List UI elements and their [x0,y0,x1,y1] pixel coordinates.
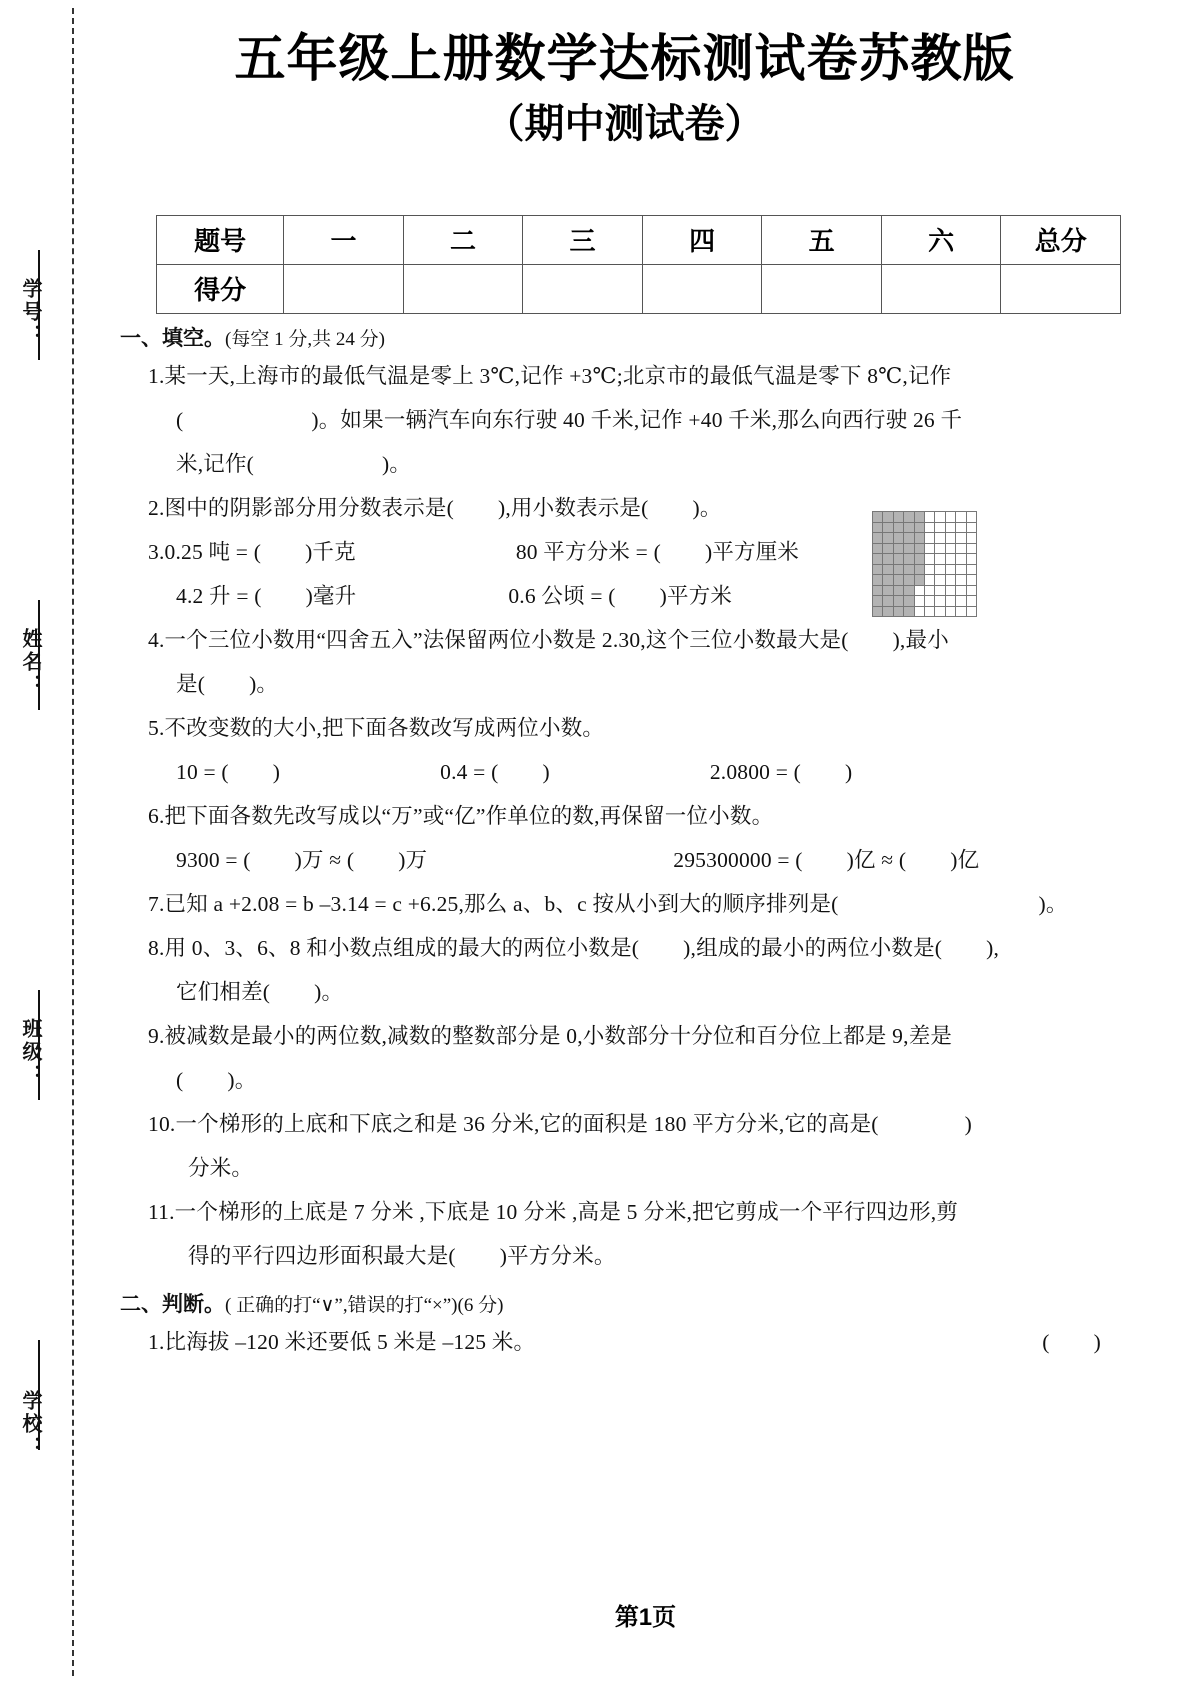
question-11-line-1 [148,1190,1131,1234]
question-6-right-a: 295300000 = ( [673,847,803,872]
paren-close: ) [1093,1329,1101,1354]
grid-cell-shaded [893,533,903,544]
seal-margin [0,0,100,1684]
grid-cell-empty [945,554,955,565]
grid-cell-shaded [914,543,924,554]
grid-cell-empty [924,522,934,533]
question-1-text-3[interactable]: 米,记作( [176,451,255,476]
grid-cell-shaded [883,585,893,596]
grid-cell-shaded [883,606,893,617]
grid-cell-shaded [904,522,914,533]
grid-row [873,554,977,565]
grid-cell-empty [914,596,924,607]
question-6-items [148,838,1131,882]
question-4-text-d: )。 [249,671,279,696]
section-heading-true-false [120,1288,1131,1318]
grid-cell-empty [914,606,924,617]
question-5-text: 5.不改变数的大小,把下面各数改写成两位小数。 [148,715,605,740]
grid-cell-shaded [914,522,924,533]
grid-cell-shaded [873,522,883,533]
question-10-text-c: 分米。 [188,1155,254,1180]
section-1-note: (每空 1 分,共 24 分) [225,328,385,350]
section2-question-1 [148,1320,1131,1364]
section2-question-1-answer-box[interactable] [1042,1320,1101,1364]
grid-cell-empty [935,512,945,523]
grid-row [873,522,977,533]
grid-cell-shaded [914,554,924,565]
question-3-left-a: 3.0.25 吨 = ( [148,539,262,564]
grid-cell-empty [956,585,966,596]
grid-row [873,575,977,586]
grid-cell-empty [924,606,934,617]
grid-cell-shaded [893,564,903,575]
grid-cell-empty [966,585,976,596]
grid-cell-shaded [904,596,914,607]
question-5-title [148,706,1131,750]
question-4-line-2 [148,662,1131,706]
grid-cell-empty [924,564,934,575]
score-table-row-label-1: 得分 [157,264,284,313]
margin-label-class: 班级： [19,1018,41,1087]
grid-cell-empty [956,606,966,617]
question-5-item-3-close: ) [844,759,853,784]
grid-cell-empty [924,575,934,586]
question-1-text-4: )。 [382,451,412,476]
grid-cell-shaded [904,512,914,523]
grid-cell-shaded [883,522,893,533]
margin-label-student-id: 学号： [19,278,41,347]
question-3-right-a: 80 平方分米 = ( [515,539,661,564]
page-footer: 第1页 [614,1604,677,1631]
grid-row [873,596,977,607]
question-8-text-e: )。 [314,979,344,1004]
grid-cell-shaded [883,554,893,565]
grid-cell-empty [945,533,955,544]
grid-cell-shaded [904,575,914,586]
question-6-right-b: )亿 ≈ ( [846,847,907,872]
grid-cell-empty [945,522,955,533]
grid-cell-empty [945,606,955,617]
question-1-text-2: )。如果一辆汽车向东行驶 40 千米,记作 +40 千米,那么向西行驶 26 千 [311,407,963,432]
grid-cell-empty [956,522,966,533]
score-table-col-2: 三 [523,215,643,264]
paren-open: ( [1042,1329,1050,1354]
question-7-text-a: 7.已知 a +2.08 = b –3.14 = c +6.25,那么 a、b、c 按从小到大的顺序排列是( [148,891,839,916]
question-3-right-b: )平方厘米 [704,539,800,564]
grid-cell-empty [956,512,966,523]
question-3-row-2 [148,574,1131,618]
grid-row [873,606,977,617]
question-3-left-b: )千克 [305,539,356,564]
question-9-text-b: )。 [227,1067,257,1092]
grid-cell-empty [935,543,945,554]
question-5-item-2: 0.4 = ( [440,759,499,784]
title-block [118,0,1131,147]
question-9-line-2 [148,1058,1131,1102]
question-5-item-3: 2.0800 = ( [709,759,801,784]
question-10-text-b: ) [964,1111,973,1136]
question-3b-left-b: )毫升 [305,583,357,608]
grid-cell-empty [966,533,976,544]
grid-cell-empty [966,554,976,565]
score-cell-5[interactable] [881,264,1001,313]
question-10-line-1 [148,1102,1131,1146]
grid-cell-empty [945,585,955,596]
grid-cell-shaded [873,564,883,575]
section-heading-fill-blank [120,322,1131,352]
grid-cell-shaded [873,543,883,554]
question-4-text-c[interactable]: 是( [176,671,206,696]
grid-cell-empty [945,596,955,607]
grid-cell-empty [935,554,945,565]
question-11-text-c: )平方分米。 [499,1243,616,1268]
question-3b-right-a: 0.6 公顷 = ( [508,583,616,608]
shaded-hundred-grid-figure [872,511,977,616]
grid-cell-shaded [904,533,914,544]
grid-cell-shaded [873,512,883,523]
question-4-text-a: 4.一个三位小数用“四舍五入”法保留两位小数是 2.30,这个三位小数最大是( [148,627,849,652]
grid-cell-empty [935,596,945,607]
grid-cell-shaded [883,596,893,607]
question-1-line-1 [148,354,1131,398]
question-8-text-c: ), [986,935,1000,960]
page-subtitle: （期中测试卷） [484,101,765,146]
grid-cell-empty [924,554,934,565]
margin-label-name: 姓名： [19,628,41,697]
score-table-col-1: 二 [403,215,523,264]
grid-cell-shaded [873,585,883,596]
grid-cell-shaded [873,606,883,617]
exam-page [100,0,1191,1684]
question-1-text-1: 1.某一天,上海市的最低气温是零上 3℃,记作 +3℃;北京市的最低气温是零下 8℃,记作 [148,363,952,388]
grid-cell-empty [935,533,945,544]
question-5-item-1-close: ) [272,759,281,784]
question-6-text: 6.把下面各数先改写成以“万”或“亿”作单位的数,再保留一位小数。 [148,803,774,828]
grid-cell-empty [956,564,966,575]
score-table-col-5: 六 [881,215,1001,264]
grid-cell-shaded [904,585,914,596]
question-5-items [148,750,1131,794]
section-1-label: 一、填空。 [120,326,225,350]
grid-cell-empty [966,512,976,523]
score-cell-3[interactable] [642,264,762,313]
grid-cell-empty [956,554,966,565]
question-6-right-c: )亿 [950,847,980,872]
grid-cell-shaded [904,543,914,554]
grid-cell-empty [914,585,924,596]
grid-cell-shaded [914,564,924,575]
score-cell-2[interactable] [523,264,643,313]
score-table-col-3: 四 [642,215,762,264]
question-9-blank-open[interactable]: ( [176,1067,184,1092]
grid-cell-empty [935,585,945,596]
section2-question-1-text: 1.比海拔 –120 米还要低 5 米是 –125 米。 [148,1329,536,1354]
score-cell-6[interactable] [1001,264,1121,313]
question-1-line-3 [148,442,1131,486]
grid-cell-shaded [914,512,924,523]
grid-cell-empty [924,596,934,607]
grid-cell-empty [966,543,976,554]
question-3b-left-a: 4.2 升 = ( [176,583,262,608]
grid-cell-empty [924,543,934,554]
question-6-left-c: )万 [398,847,428,872]
grid-cell-empty [924,533,934,544]
grid-cell-empty [935,606,945,617]
question-5-item-2-close: ) [542,759,550,784]
score-cell-0[interactable] [284,264,404,313]
question-2-text-a: 2.图中的阴影部分用分数表示是( [148,495,454,520]
grid-cell-empty [966,564,976,575]
grid-cell-shaded [883,564,893,575]
question-7-text-b: )。 [1038,891,1068,916]
grid-cell-empty [956,543,966,554]
grid-row [873,564,977,575]
question-8-text-b: ),组成的最小的两位小数是( [683,935,943,960]
grid-cell-empty [924,585,934,596]
page-title: 五年级上册数学达标测试卷苏教版 [234,30,1015,87]
question-10-text-a: 10.一个梯形的上底和下底之和是 36 分米,它的面积是 180 平方分米,它的高是( [148,1111,879,1136]
grid-cell-empty [924,512,934,523]
grid-cell-empty [945,564,955,575]
grid-cell-empty [945,575,955,586]
section-2-note: ( 正确的打“∨”,错误的打“×”)(6 分) [225,1294,504,1316]
grid-cell-empty [966,575,976,586]
grid-cell-shaded [893,512,903,523]
question-7 [148,882,1131,926]
question-8-line-2 [148,970,1131,1014]
question-6-title [148,794,1131,838]
question-11-text-a: 11.一个梯形的上底是 7 分米 ,下底是 10 分米 ,高是 5 分米,把它剪成一个平行四边形,剪 [148,1199,959,1224]
grid-cell-shaded [904,606,914,617]
hundred-grid [872,511,977,617]
question-11-line-2 [148,1234,1131,1278]
question-8-text-a: 8.用 0、3、6、8 和小数点组成的最大的两位小数是( [148,935,640,960]
grid-cell-empty [945,512,955,523]
grid-cell-shaded [873,533,883,544]
score-table-col-4: 五 [762,215,882,264]
score-cell-1[interactable] [403,264,523,313]
question-8-line-1 [148,926,1131,970]
question-3b-right-b: )平方米 [659,583,733,608]
question-5-item-1: 10 = ( [176,759,229,784]
question-3-row-1 [148,530,1131,574]
margin-label-school: 学校： [19,1390,41,1459]
grid-cell-empty [966,606,976,617]
grid-cell-shaded [873,596,883,607]
question-4-line-1 [148,618,1131,662]
question-2-text-c: )。 [692,495,722,520]
grid-cell-empty [945,543,955,554]
question-9-line-1 [148,1014,1131,1058]
question-2 [148,486,1131,530]
question-11-text-b: 得的平行四边形面积最大是( [188,1243,456,1268]
score-table [156,215,1121,314]
grid-cell-empty [956,596,966,607]
score-table-row-label-0: 题号 [157,215,284,264]
question-1-line-2 [148,398,1131,442]
grid-cell-shaded [904,554,914,565]
grid-cell-shaded [914,533,924,544]
grid-cell-shaded [893,554,903,565]
table-row-header [157,215,1121,264]
grid-cell-shaded [893,575,903,586]
grid-cell-empty [956,533,966,544]
question-10-line-2 [148,1146,1131,1190]
score-table-col-6: 总分 [1001,215,1121,264]
grid-cell-shaded [893,606,903,617]
question-4-text-b: ),最小 [892,627,949,652]
grid-cell-empty [935,522,945,533]
grid-cell-empty [966,522,976,533]
grid-row [873,585,977,596]
question-6-left-a: 9300 = ( [176,847,251,872]
question-6-left-b: )万 ≈ ( [294,847,355,872]
seal-dashed-line [72,8,74,1676]
grid-cell-shaded [914,575,924,586]
section-2-label: 二、判断。 [120,1292,225,1316]
grid-cell-empty [966,596,976,607]
grid-cell-shaded [883,543,893,554]
score-cell-4[interactable] [762,264,882,313]
grid-row [873,512,977,523]
question-1-blank-open[interactable]: ( [176,407,184,432]
score-table-wrapper [156,215,1121,314]
question-9-text-a: 9.被减数是最小的两位数,减数的整数部分是 0,小数部分十分位和百分位上都是 9,差是 [148,1023,953,1048]
grid-row [873,533,977,544]
grid-cell-shaded [893,585,903,596]
grid-cell-shaded [893,543,903,554]
table-row-scores [157,264,1121,313]
grid-cell-shaded [893,522,903,533]
grid-cell-empty [956,575,966,586]
grid-cell-shaded [883,575,893,586]
question-8-text-d[interactable]: 它们相差( [176,979,271,1004]
grid-cell-shaded [873,575,883,586]
grid-cell-empty [935,564,945,575]
grid-row [873,543,977,554]
grid-cell-shaded [904,564,914,575]
grid-cell-shaded [883,533,893,544]
grid-cell-shaded [893,596,903,607]
grid-cell-shaded [873,554,883,565]
question-2-text-b[interactable]: ),用小数表示是( [498,495,649,520]
score-table-col-0: 一 [284,215,404,264]
grid-cell-empty [935,575,945,586]
grid-cell-shaded [883,512,893,523]
